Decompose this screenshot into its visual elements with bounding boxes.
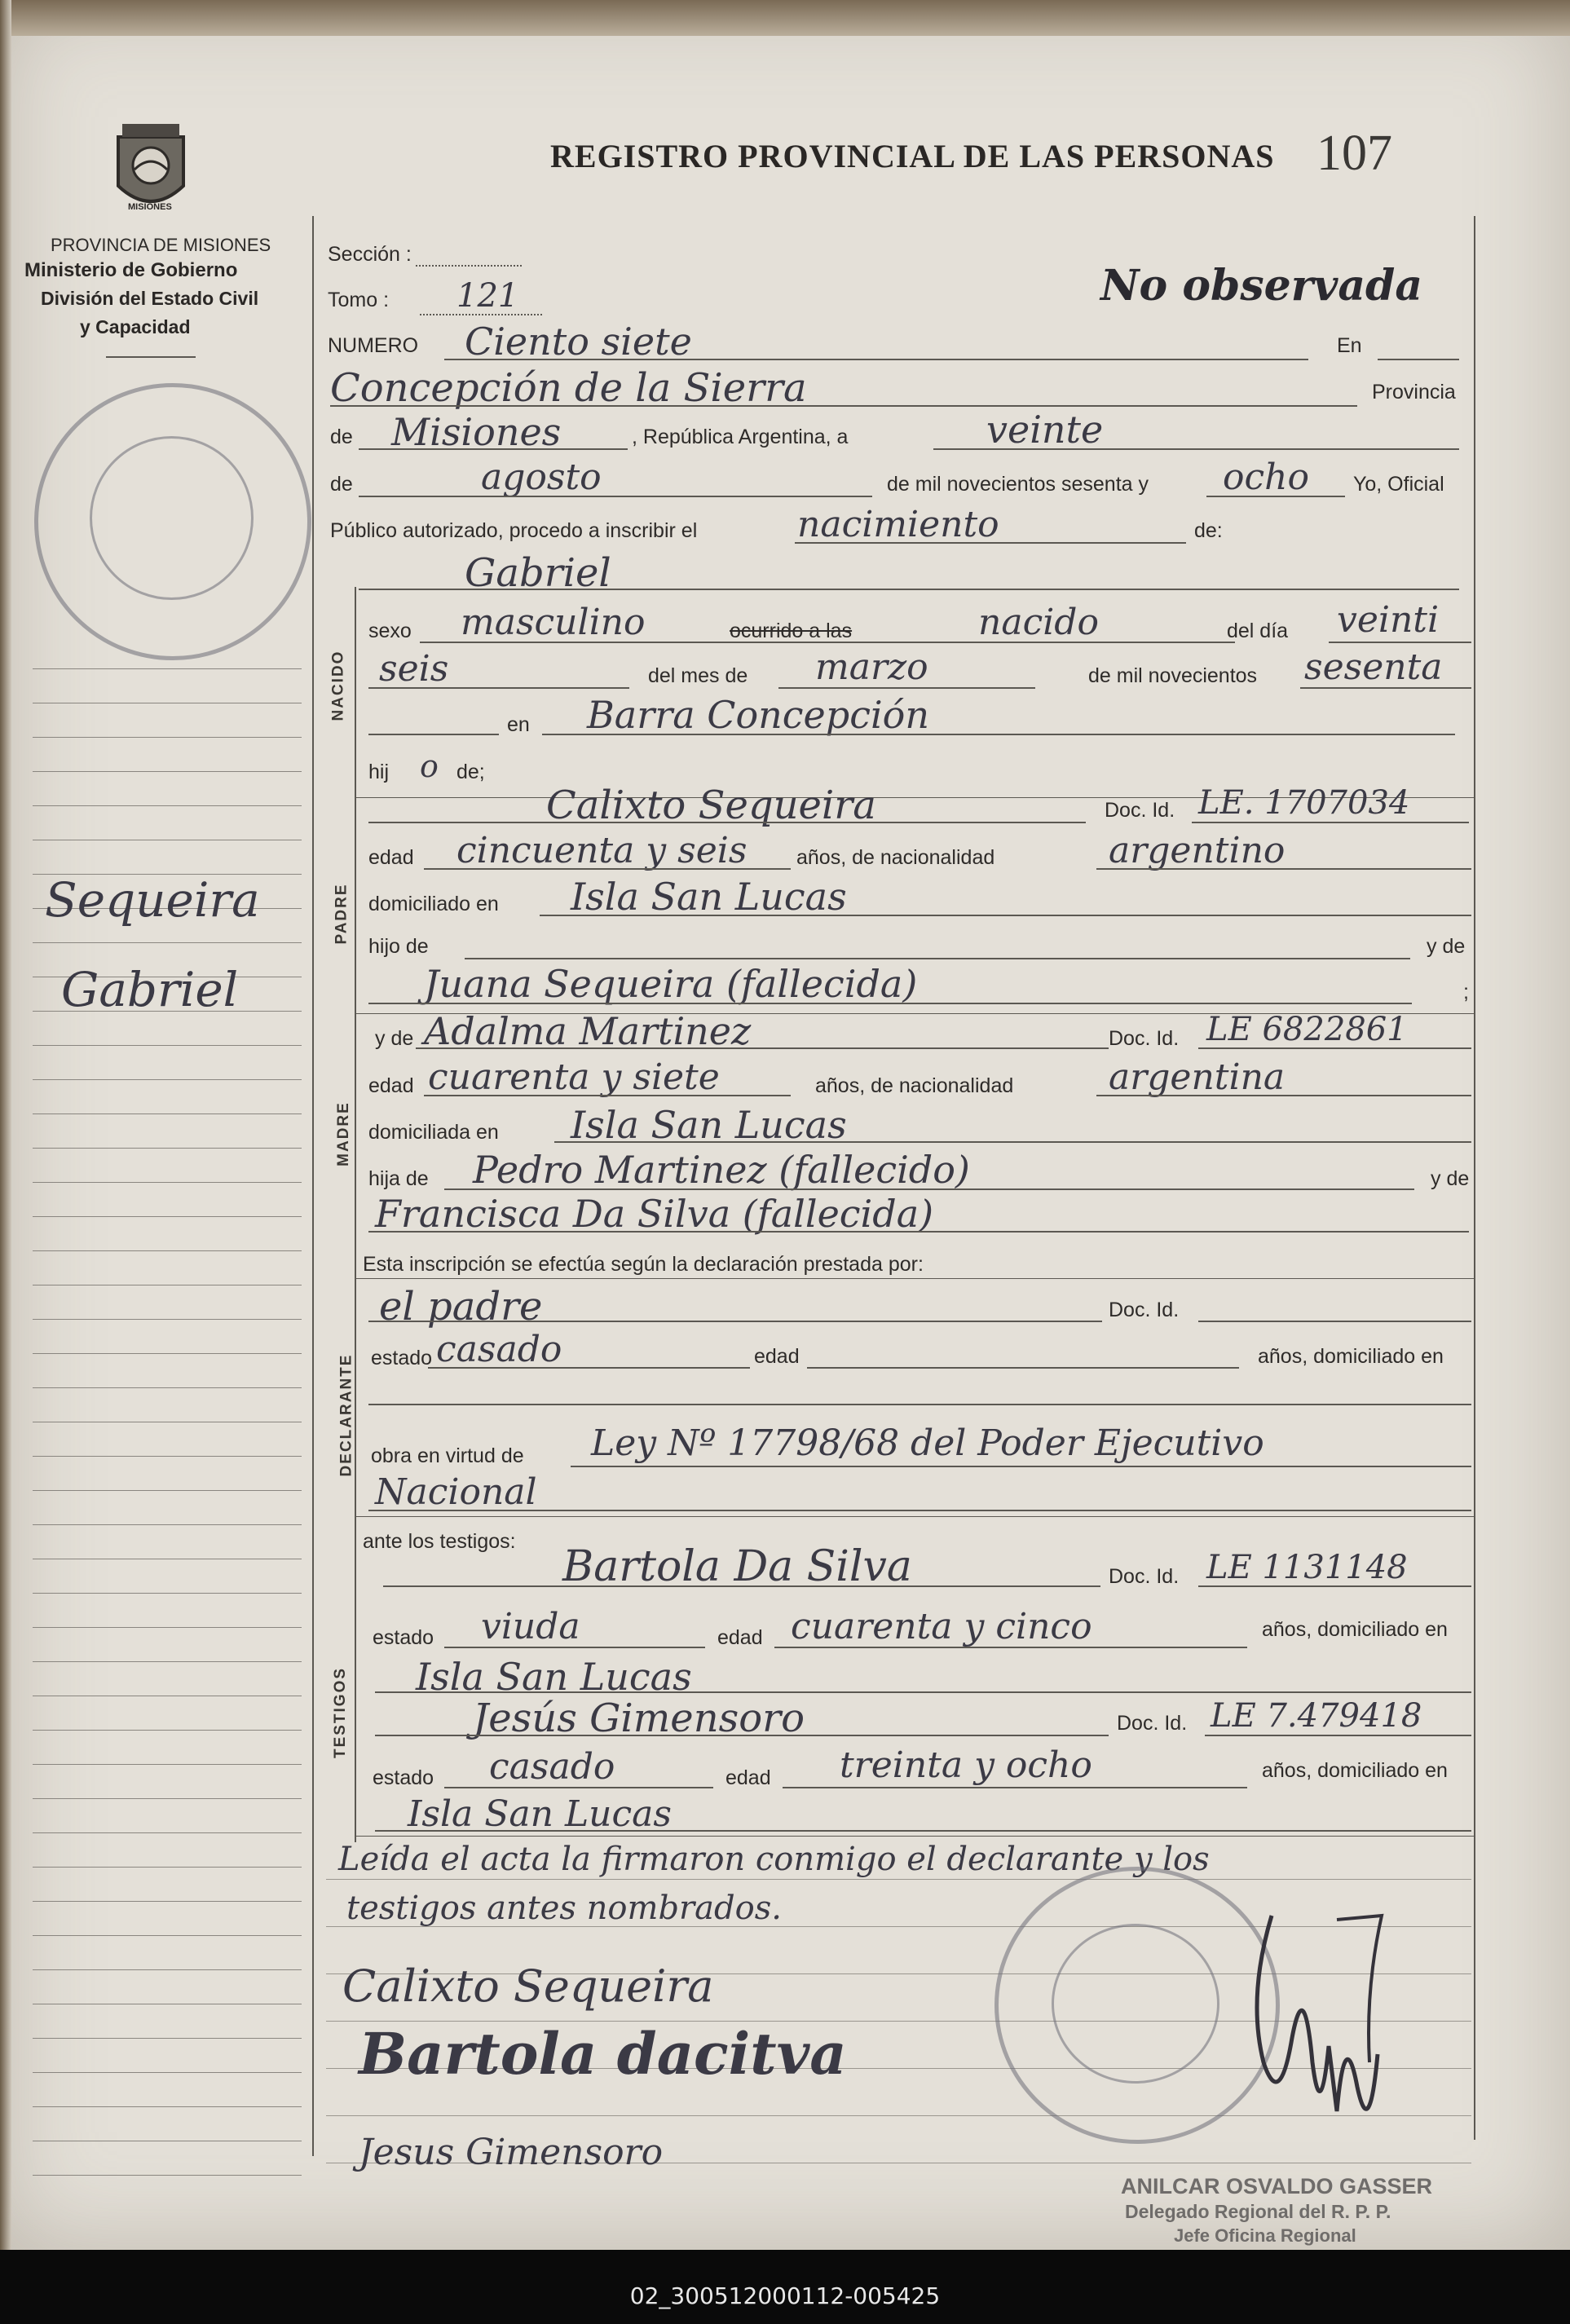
seccion-label: Sección : [328, 243, 412, 266]
padre-anios-label: años, de nacionalidad [796, 846, 995, 869]
margin-ruled-line [33, 2175, 302, 2176]
signature-bartola: Bartola dacitva [359, 2020, 847, 2088]
provincia-line [359, 448, 628, 450]
margin-ruled-line [33, 1216, 302, 1217]
anio-line [1206, 496, 1345, 497]
dia-nac-2-value: seis [379, 648, 449, 690]
t1-edad-value: cuarenta y cinco [791, 1606, 1092, 1647]
side-label-madre: MADRE [334, 1101, 352, 1166]
margin-ruled-line [33, 1387, 302, 1388]
ocurrido-label: ocurrido a las [730, 620, 853, 642]
book-binding-left [0, 0, 11, 2250]
provincia-label: Provincia [1372, 381, 1456, 404]
madre-dom-label: domiciliada en [368, 1121, 499, 1144]
margin-ruled-line [33, 1935, 302, 1936]
testigo2-line [375, 1735, 1109, 1736]
abuela-pat-line [368, 1003, 1412, 1004]
observation-annotation: No observada [1100, 261, 1423, 311]
madre-doc-value: LE 6822861 [1206, 1011, 1408, 1048]
hijo-de-line [465, 958, 1410, 959]
margin-ruled-line [33, 1798, 302, 1799]
lugar-nac-value: Barra Concepción [587, 693, 929, 737]
margin-ruled-line [33, 771, 302, 772]
seccion-line [416, 265, 522, 267]
official-signature [1215, 1899, 1402, 2152]
t1-doc-label: Doc. Id. [1109, 1565, 1180, 1588]
dia-nac-line-b [368, 687, 629, 689]
abuela-mat-line [368, 1231, 1469, 1233]
madre-nombre-value: Adalma Martinez [424, 1009, 752, 1053]
margin-ruled-line [33, 1661, 302, 1662]
t2-dom-value: Isla San Lucas [408, 1793, 672, 1835]
t1-anios-label: años, domiciliado en [1262, 1618, 1448, 1641]
margin-ruled-line [33, 942, 302, 943]
t1-estado-value: viuda [481, 1606, 580, 1647]
testigos-bottom-line [356, 1836, 1475, 1837]
mes-value: agosto [481, 456, 602, 498]
declarante-value: el padre [379, 1284, 543, 1330]
en-nac-label: en [507, 713, 530, 736]
en-line [1378, 359, 1459, 360]
margin-ruled-line [33, 1148, 302, 1149]
margin-ruled-line [33, 1867, 302, 1868]
madre-anios-label: años, de nacionalidad [815, 1074, 1014, 1097]
margin-ruled-line [33, 1627, 302, 1628]
nombre-value: Gabriel [465, 550, 611, 596]
nac-lead-line [368, 734, 499, 735]
margin-ruled-line [33, 1969, 302, 1970]
obra-line-2 [368, 1510, 1471, 1511]
declarante-line [368, 1321, 1102, 1322]
side-label-nacido: NACIDO [329, 650, 347, 721]
side-label-testigos: TESTIGOS [332, 1666, 350, 1759]
hij-suffix-value: o [420, 748, 439, 784]
decl-estado-value: casado [436, 1329, 562, 1370]
header-underline [106, 356, 196, 358]
publico-label: Público autorizado, procedo a inscribir el [330, 519, 698, 542]
margin-surname: Sequeira [45, 872, 260, 928]
abuela-mat-value: Francisca Da Silva (fallecida) [375, 1192, 934, 1236]
t1-doc-value: LE 1131148 [1206, 1549, 1408, 1586]
de-mil-nov-label: de mil novecientos [1088, 664, 1258, 687]
side-label-padre: PADRE [333, 883, 351, 945]
madre-edad-line [424, 1095, 791, 1096]
t1-edad-label: edad [717, 1626, 763, 1649]
acto-value: nacimiento [797, 504, 999, 545]
provincial-seal [110, 121, 192, 218]
padre-dom-value: Isla San Lucas [571, 875, 847, 919]
sexo-value: masculino [461, 602, 646, 643]
registry-stamp-right-inner [1052, 1924, 1219, 2084]
padre-y-de-label: y de [1427, 935, 1466, 958]
margin-ruled-line [33, 1182, 302, 1183]
margin-ruled-line [33, 1045, 302, 1046]
de-label: de [330, 426, 353, 448]
page-number: 107 [1316, 126, 1392, 181]
t2-doc-line [1205, 1735, 1471, 1736]
abuelo-mat-line [444, 1188, 1414, 1190]
dia-nac-1-value: veinti [1337, 599, 1440, 641]
ante-label: ante los testigos: [363, 1530, 516, 1553]
signature-calixto: Calixto Sequeira [342, 1960, 714, 2012]
t2-doc-label: Doc. Id. [1117, 1712, 1188, 1735]
declaracion-label: Esta inscripción se efectúa según la declaración prestada por: [363, 1253, 924, 1276]
margin-ruled-line [33, 2106, 302, 2107]
acto-line [795, 542, 1186, 544]
madre-nac-line [1096, 1095, 1471, 1096]
t2-estado-label: estado [373, 1766, 434, 1789]
margin-ruled-line [33, 1319, 302, 1320]
decl-edad-line [807, 1367, 1239, 1369]
t2-estado-line [444, 1787, 713, 1788]
mes-nac-line [778, 687, 1035, 689]
t2-anios-label: años, domiciliado en [1262, 1759, 1448, 1782]
tomo-line [420, 314, 542, 315]
cierre-line-2: testigos antes nombrados. [346, 1890, 782, 1927]
lugar-line [330, 405, 1357, 407]
padre-edad-label: edad [368, 846, 414, 869]
margin-ruled-line [33, 1730, 302, 1731]
margin-ruled-line [33, 1353, 302, 1354]
decl-edad-label: edad [754, 1345, 800, 1368]
t2-doc-value: LE 7.479418 [1211, 1697, 1422, 1735]
nacido-value: nacido [978, 602, 1099, 643]
margin-ruled-line [33, 1456, 302, 1457]
ministry-label: Ministerio de Gobierno [24, 259, 238, 281]
padre-nombre-value: Calixto Sequeira [546, 783, 876, 828]
madre-dom-value: Isla San Lucas [571, 1103, 847, 1147]
official-title-1: Delegado Regional del R. P. P. [1125, 2201, 1391, 2222]
madre-bottom-line [356, 1278, 1475, 1279]
document-title: REGISTRO PROVINCIAL DE LAS PERSONAS [550, 138, 1275, 174]
seal-text: MISIONES [128, 202, 172, 212]
dia-nac-line-a [1329, 642, 1471, 643]
hij-label: hij [368, 761, 390, 783]
t1-doc-line [1198, 1585, 1471, 1587]
t1-estado-line [444, 1647, 705, 1648]
signature-jesus: Jesus Gimensoro [359, 2132, 664, 2173]
margin-ruled-line [33, 1079, 302, 1080]
anio-nac-line [1300, 687, 1471, 689]
margin-ruled-line [33, 668, 302, 669]
testigo1-value: Bartola Da Silva [562, 1542, 912, 1591]
mil-nov-label: de mil novecientos sesenta y [887, 473, 1149, 496]
de-semi-label: de; [456, 761, 485, 783]
obra-line-1 [571, 1466, 1471, 1467]
de-colon-label: de: [1194, 519, 1223, 542]
madre-edad-label: edad [368, 1074, 414, 1097]
del-mes-label: del mes de [648, 664, 748, 687]
madre-nac-value: argentina [1109, 1056, 1286, 1098]
t1-edad-line [774, 1647, 1247, 1648]
republica-label: , República Argentina, a [632, 426, 849, 448]
dia-line [933, 448, 1459, 450]
dia-value: veinte [986, 408, 1104, 452]
lugar-value: Concepción de la Sierra [330, 365, 807, 411]
decl-bottom-line [356, 1516, 1475, 1517]
padre-doc-value: LE. 1707034 [1198, 784, 1410, 822]
abuelo-mat-value: Pedro Martinez (fallecido) [473, 1148, 970, 1192]
padre-edad-line [424, 868, 791, 870]
obra-label: obra en virtud de [371, 1444, 524, 1467]
margin-ruled-line [33, 737, 302, 738]
t1-dom-value: Isla San Lucas [416, 1655, 692, 1699]
lugar-nac-line [542, 734, 1455, 735]
decl-dom-line [368, 1404, 1471, 1405]
en-label: En [1337, 334, 1362, 357]
numero-label: NUMERO [328, 334, 419, 357]
padre-nombre-line [368, 822, 1086, 823]
division-label: División del Estado Civil [41, 288, 259, 309]
margin-ruled-line [33, 1593, 302, 1594]
numero-value: Ciento siete [465, 320, 692, 364]
padre-nac-line [1096, 868, 1471, 870]
margin-ruled-line [33, 1250, 302, 1251]
madre-doc-line [1198, 1047, 1471, 1049]
hija-de-label: hija de [368, 1167, 429, 1190]
padre-doc-line [1192, 822, 1469, 823]
cierre-line-1: Leída el acta la firmaron conmigo el declarante y los [338, 1841, 1210, 1878]
t1-dom-line [375, 1691, 1471, 1693]
t2-edad-line [783, 1787, 1247, 1788]
t2-dom-line [375, 1830, 1471, 1832]
madre-doc-label: Doc. Id. [1109, 1027, 1180, 1050]
madre-edad-value: cuarenta y siete [428, 1056, 720, 1098]
padre-edad-value: cincuenta y seis [456, 830, 748, 871]
tomo-label: Tomo : [328, 289, 390, 311]
testigo2-value: Jesús Gimensoro [473, 1696, 805, 1741]
t2-edad-label: edad [725, 1766, 771, 1789]
semicolon: ; [1463, 981, 1469, 1003]
padre-nac-value: argentino [1109, 830, 1286, 871]
margin-ruled-line [33, 1113, 302, 1114]
anio-nac-value: sesenta [1304, 646, 1443, 688]
margin-ruled-line [33, 1832, 302, 1833]
capacity-label: y Capacidad [80, 316, 191, 337]
t1-estado-label: estado [373, 1626, 434, 1649]
obra-2-value: Nacional [375, 1471, 537, 1513]
margin-ruled-line [33, 1524, 302, 1525]
province-label: PROVINCIA DE MISIONES [51, 235, 271, 255]
registry-stamp-left-inner [90, 436, 254, 600]
official-title-2: Jefe Oficina Regional [1174, 2225, 1356, 2246]
decl-doc-label: Doc. Id. [1109, 1299, 1180, 1321]
del-dia-label: del día [1227, 620, 1289, 642]
provincia-value: Misiones [391, 410, 562, 454]
footer-filename: 02_300512000112-005425 [629, 2282, 941, 2309]
sexo-label: sexo [368, 620, 412, 642]
tomo-value: 121 [456, 277, 519, 315]
official-name: ANILCAR OSVALDO GASSER [1121, 2174, 1433, 2198]
madre-dom-line [554, 1141, 1471, 1143]
padre-dom-label: domiciliado en [368, 893, 499, 915]
t2-edad-value: treinta y ocho [840, 1744, 1092, 1786]
madre-y-de-label: y de [375, 1027, 414, 1050]
hijo-de-label: hijo de [368, 935, 429, 958]
right-frame-line [1474, 216, 1475, 2140]
section-divider [355, 587, 356, 1842]
de2-label: de [330, 473, 353, 496]
testigo1-line [383, 1585, 1100, 1587]
side-label-declarante: DECLARANTE [337, 1353, 355, 1477]
madre-y-de-2-label: y de [1431, 1167, 1470, 1190]
margin-ruled-line [33, 805, 302, 806]
nombre-line [359, 589, 1459, 590]
anio-value: ocho [1223, 456, 1309, 498]
left-frame-line [312, 216, 314, 2156]
margin-ruled-line [33, 2072, 302, 2073]
margin-ruled-line [33, 1764, 302, 1765]
book-binding-top [0, 0, 1570, 36]
mes-nac-value: marzo [815, 646, 928, 688]
obra-1-value: Ley Nº 17798/68 del Poder Ejecutivo [591, 1422, 1264, 1464]
mes-line [359, 496, 872, 497]
abuela-pat-value: Juana Sequeira (fallecida) [424, 962, 918, 1006]
margin-ruled-line [33, 1901, 302, 1902]
closing-ruled-line [326, 1879, 1471, 1880]
margin-given-name: Gabriel [61, 962, 239, 1017]
yo-oficial-label: Yo, Oficial [1353, 473, 1444, 496]
madre-nombre-line [416, 1047, 1109, 1049]
padre-dom-line [540, 915, 1471, 916]
decl-anios-label: años, domiciliado en [1258, 1345, 1444, 1368]
t2-estado-value: casado [489, 1746, 615, 1788]
margin-ruled-line [33, 2038, 302, 2039]
decl-estado-line [428, 1367, 750, 1369]
padre-doc-label: Doc. Id. [1105, 799, 1175, 822]
decl-doc-line [1198, 1321, 1471, 1322]
margin-ruled-line [33, 1490, 302, 1491]
decl-estado-label: estado [371, 1347, 433, 1369]
numero-line [444, 359, 1308, 360]
